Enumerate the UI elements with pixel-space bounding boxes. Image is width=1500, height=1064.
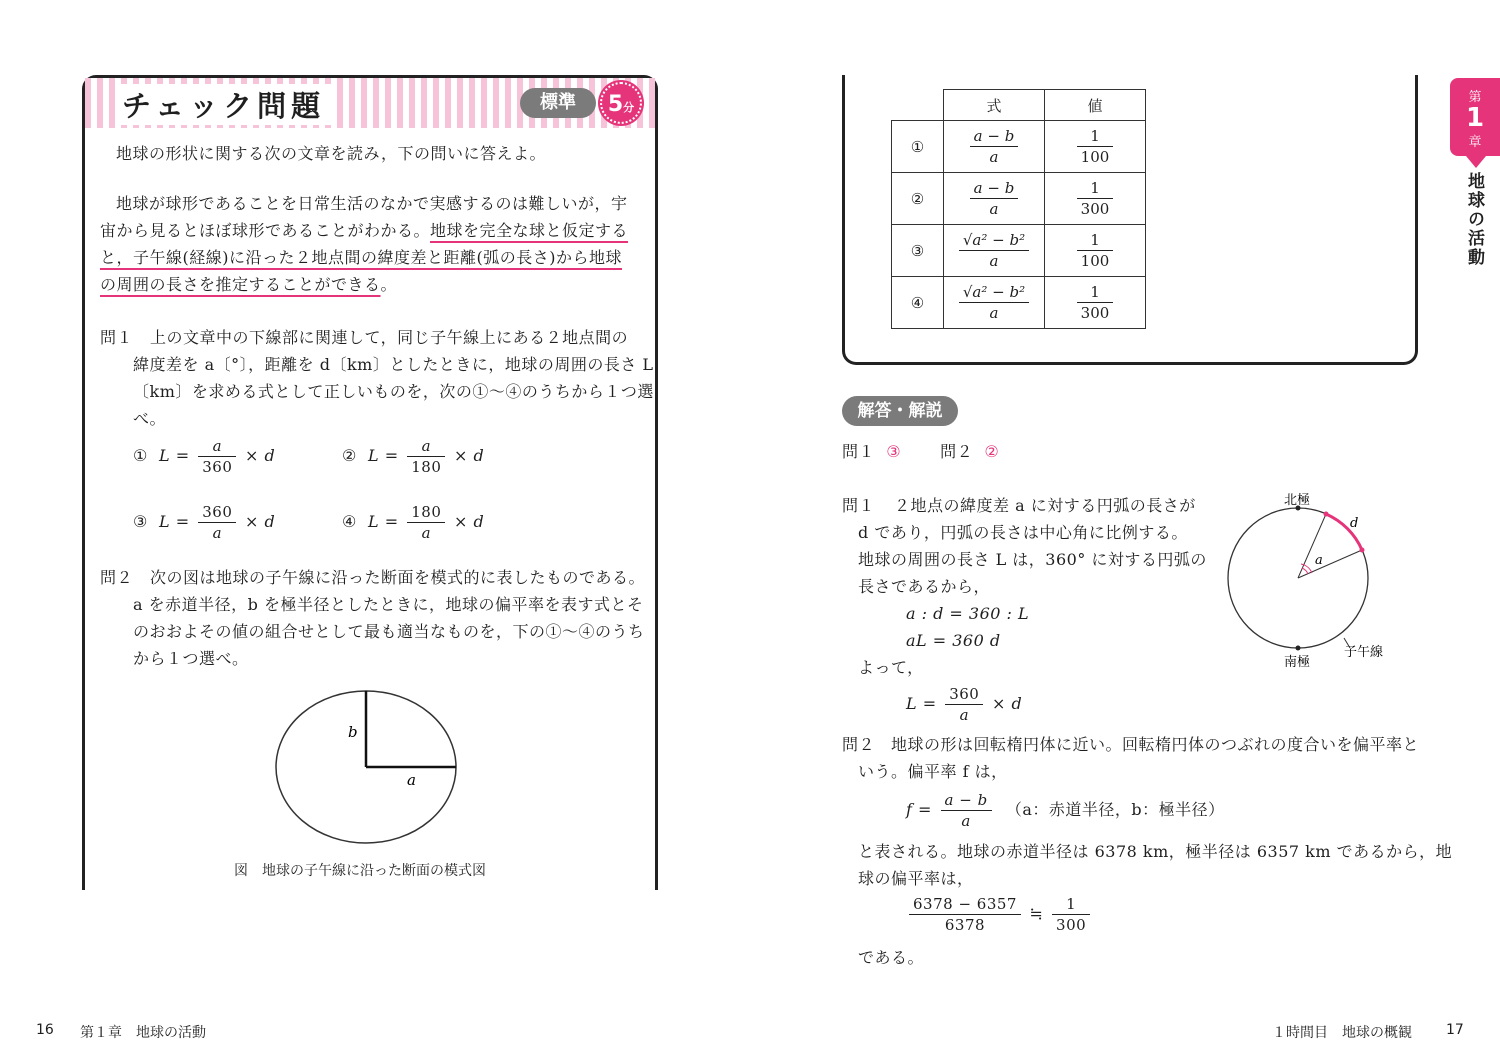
fraction: [1077, 282, 1114, 323]
fraction: [1052, 894, 1090, 935]
south-pole-dot: [1296, 646, 1301, 651]
fraction: [941, 790, 992, 831]
e2-line: いう。偏平率 f は，: [858, 762, 1008, 781]
e1-line: ２地点の緯度差 a に対する円弧の長さが: [894, 496, 1196, 515]
q2-line: a を赤道半径，b を極半径としたときに，地球の偏平率を表す式とそ: [133, 595, 644, 614]
numerator: 1: [1077, 178, 1114, 199]
expr-cell: [944, 173, 1045, 225]
fraction: [407, 502, 445, 543]
denominator: a: [989, 200, 999, 218]
choice-3: [133, 502, 275, 543]
formula-lhs: L =: [368, 512, 399, 531]
passage-line: 地球が球形であることを日常生活のなかで実感するのは難しいが，宇: [116, 194, 628, 213]
numerator: 180: [407, 502, 445, 523]
numerator: 360: [198, 502, 236, 523]
time-unit: 分: [623, 101, 635, 114]
table-header-row: [892, 90, 1146, 121]
denominator: 100: [1080, 252, 1110, 270]
circle-diagram: [1220, 490, 1420, 675]
answer-q1-label: 問１: [842, 442, 876, 461]
formula-lhs: L =: [906, 694, 937, 713]
formula-lhs: L =: [159, 446, 190, 465]
table-row: [892, 225, 1146, 277]
denominator: 360: [202, 458, 233, 476]
table-row: [892, 121, 1146, 173]
numerator: a − b: [970, 126, 1019, 147]
chapter-number: 1: [1465, 103, 1485, 133]
table-row: [892, 277, 1146, 329]
denominator: a: [989, 252, 999, 270]
expr-cell: [944, 225, 1045, 277]
numerator: a: [198, 436, 236, 457]
passage-line: [100, 217, 628, 244]
numerator: √a² − b²: [959, 230, 1029, 251]
formula-rhs: × d: [991, 694, 1023, 713]
south-label: 南極: [1284, 655, 1311, 670]
fraction: [198, 436, 236, 477]
passage-segment: 。: [380, 275, 398, 294]
meridian-label: 子午線: [1344, 645, 1384, 660]
q1-line: 上の文章中の下線部に関連して，同じ子午線上にある２地点間の: [150, 328, 629, 347]
denominator: a: [989, 148, 999, 166]
answer-q2-value: ②: [984, 442, 1000, 461]
fraction: [970, 178, 1019, 219]
denominator: 100: [1080, 148, 1110, 166]
fraction: [959, 282, 1029, 323]
e1-line: よって，: [858, 658, 924, 677]
page-number-left: 16: [36, 1022, 54, 1038]
value-cell: [1045, 225, 1146, 277]
numerator: 360: [945, 684, 983, 705]
answer-label: 解答・解説: [842, 396, 958, 426]
q2-line: から１つ選べ。: [133, 649, 249, 668]
table-header: 値: [1045, 90, 1146, 121]
table-corner: [892, 90, 944, 121]
fraction: [945, 684, 983, 725]
equation: [906, 684, 1022, 725]
q2-label: 問２: [100, 568, 134, 587]
running-head-left: 第１章 地球の活動: [80, 1025, 206, 1041]
expr-cell: [944, 277, 1045, 329]
answer-q2-label: 問２: [940, 442, 974, 461]
time-value: 5: [607, 92, 624, 117]
choice-number: ①: [133, 446, 148, 465]
choice-4: [342, 502, 484, 543]
q1-line: 緯度差を a〔°〕，距離を d〔km〕としたときに，地球の周囲の長さ L: [133, 355, 654, 374]
formula-rhs: × d: [453, 446, 485, 465]
chapter-prefix: 第: [1468, 90, 1482, 105]
denominator: 300: [1056, 916, 1087, 934]
e1-label: 問１: [842, 496, 876, 515]
section-title: チェック問題: [116, 84, 331, 125]
fraction: [1077, 126, 1114, 167]
formula-lhs: L =: [368, 446, 399, 465]
formula-lhs: f =: [906, 800, 932, 819]
q1-line: 〔km〕を求める式として正しいものを，次の①～④のうちから１つ選: [133, 382, 654, 401]
denominator: 300: [1080, 200, 1110, 218]
e2-label: 問２: [842, 735, 876, 754]
equation: a : d = 360 : L: [906, 604, 1030, 623]
formula-rhs: × d: [453, 512, 485, 531]
equation: aL = 360 d: [906, 631, 1001, 650]
choice-number: ②: [342, 446, 357, 465]
chapter-suffix: 章: [1468, 135, 1482, 150]
numerator: a − b: [941, 790, 992, 811]
passage-segment: 宙から見るとほぼ球形であることがわかる。: [100, 221, 431, 240]
row-number: ①: [892, 121, 944, 173]
q2-line: のおおよその値の組合せとして最も適当なものを，下の①～④のうち: [133, 622, 645, 641]
underlined-text: の周囲の長さを推定することができる: [100, 275, 381, 294]
numerator: a: [407, 436, 445, 457]
formula-note: （a：赤道半径，b：極半径）: [1005, 800, 1225, 819]
choice-2: [342, 436, 484, 477]
choice-number: ③: [133, 512, 148, 531]
value-cell: [1045, 121, 1146, 173]
q1-label: 問１: [100, 328, 134, 347]
denominator: a: [421, 524, 432, 542]
figure-caption: 図 地球の子午線に沿った断面の模式図: [234, 863, 486, 879]
time-badge: [600, 82, 642, 124]
q2-line: 次の図は地球の子午線に沿った断面を模式的に表したものである。: [150, 568, 646, 587]
fraction: [909, 894, 1021, 935]
angle-arc: [1302, 568, 1308, 574]
e1-line: 長さであるから，: [858, 577, 991, 596]
denominator: a: [959, 706, 970, 724]
row-number: ④: [892, 277, 944, 329]
fraction: [407, 436, 445, 477]
running-head-right: １時間目 地球の概観: [1272, 1025, 1412, 1041]
ellipse-figure: [270, 685, 470, 855]
numerator: 1: [1052, 894, 1090, 915]
angle-label: a: [1315, 553, 1323, 568]
denominator: a: [989, 304, 999, 322]
numerator: √a² − b²: [959, 282, 1029, 303]
approx-sign: ≒: [1029, 904, 1044, 923]
formula-rhs: × d: [244, 446, 276, 465]
passage-line: [100, 271, 397, 298]
label-b: b: [348, 723, 358, 741]
table-header: 式: [944, 90, 1045, 121]
row-number: ③: [892, 225, 944, 277]
flattening-calc: [906, 894, 1093, 935]
numerator: 6378 − 6357: [909, 894, 1021, 915]
label-a: a: [407, 771, 416, 789]
underlined-text: 地球を完全な球と仮定する: [430, 221, 629, 240]
row-number: ②: [892, 173, 944, 225]
chapter-tab-pointer: [1466, 156, 1486, 168]
north-label: 北極: [1284, 493, 1311, 508]
e1-line: d であり，円弧の長さは中心角に比例する。: [858, 523, 1188, 542]
formula-rhs: × d: [244, 512, 276, 531]
e1-line: 地球の周囲の長さ L は，360° に対する円弧の: [858, 550, 1207, 569]
fraction: [970, 126, 1019, 167]
answer-summary: [842, 438, 999, 465]
page-number-right: 17: [1446, 1022, 1464, 1038]
fraction: [959, 230, 1029, 271]
chapter-tab: [1450, 78, 1500, 156]
arc-end: [1360, 548, 1365, 553]
e2-line: と表される。地球の赤道半径は 6378 km，極半径は 6357 km であるから，地: [858, 842, 1453, 861]
e2-line: 球の偏平率は，: [858, 869, 974, 888]
expr-cell: [944, 121, 1045, 173]
intro-text: 地球の形状に関する次の文章を読み，下の問いに答えよ。: [116, 144, 546, 163]
denominator: a: [212, 524, 223, 542]
e2-line: 地球の形は回転楕円体に近い。回転楕円体のつぶれの度合いを偏平率と: [891, 735, 1420, 754]
denominator: 300: [1080, 304, 1110, 322]
denominator: 180: [411, 458, 442, 476]
denominator: 6378: [944, 916, 986, 934]
flattening-formula: [906, 790, 1225, 831]
q1-line: べ。: [133, 409, 167, 428]
numerator: 1: [1077, 282, 1114, 303]
choice-number: ④: [342, 512, 357, 531]
arc-label: d: [1350, 516, 1359, 531]
table-row: [892, 173, 1146, 225]
numerator: 1: [1077, 126, 1114, 147]
answer-q1-value: ③: [886, 442, 902, 461]
choice-1: [133, 436, 275, 477]
denominator: a: [961, 812, 971, 830]
value-cell: [1045, 173, 1146, 225]
e2-line: である。: [858, 948, 925, 967]
value-cell: [1045, 277, 1146, 329]
underlined-text: と，子午線(経線)に沿った２地点間の緯度差と距離(弧の長さ)から地球: [100, 248, 622, 267]
numerator: 1: [1077, 230, 1114, 251]
fraction: [198, 502, 236, 543]
difficulty-badge: 標準: [520, 88, 596, 118]
arc-end: [1324, 512, 1329, 517]
chapter-title: 地球の活動: [1464, 172, 1484, 267]
choice-table: [891, 89, 1146, 329]
numerator: a − b: [970, 178, 1019, 199]
fraction: [1077, 230, 1114, 271]
formula-lhs: L =: [159, 512, 190, 531]
fraction: [1077, 178, 1114, 219]
